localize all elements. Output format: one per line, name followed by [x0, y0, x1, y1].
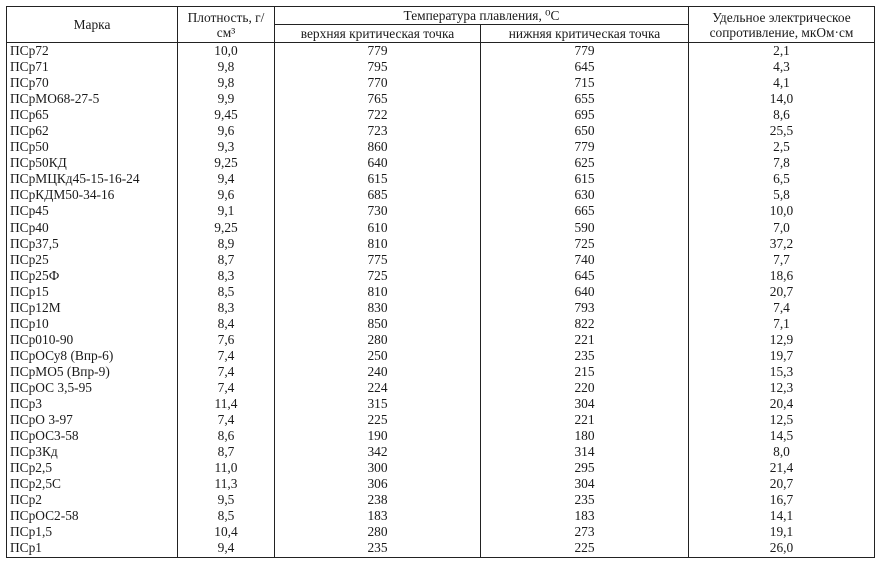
cell-lower-critical-point: 225 — [481, 540, 689, 557]
cell-upper-critical-point: 850 — [275, 316, 481, 332]
cell-upper-critical-point: 235 — [275, 540, 481, 557]
cell-resistivity: 12,5 — [689, 412, 875, 428]
cell-lower-critical-point: 822 — [481, 316, 689, 332]
cell-grade: ПСр3Кд — [7, 444, 178, 460]
table-row — [7, 187, 875, 203]
cell-grade: ПСр72 — [7, 43, 178, 60]
cell-lower-critical-point: 695 — [481, 107, 689, 123]
cell-density: 9,6 — [178, 187, 275, 203]
cell-lower-critical-point: 215 — [481, 364, 689, 380]
table-row — [7, 364, 875, 380]
cell-lower-critical-point: 180 — [481, 428, 689, 444]
cell-density: 9,45 — [178, 107, 275, 123]
cell-upper-critical-point: 615 — [275, 171, 481, 187]
cell-density: 9,6 — [178, 123, 275, 139]
cell-density: 8,3 — [178, 300, 275, 316]
table-row — [7, 123, 875, 139]
cell-resistivity: 7,1 — [689, 316, 875, 332]
cell-resistivity: 5,8 — [689, 187, 875, 203]
cell-lower-critical-point: 625 — [481, 155, 689, 171]
cell-upper-critical-point: 810 — [275, 284, 481, 300]
cell-grade: ПСр40 — [7, 220, 178, 236]
table-row — [7, 43, 875, 60]
cell-density: 8,7 — [178, 444, 275, 460]
cell-lower-critical-point: 650 — [481, 123, 689, 139]
cell-upper-critical-point: 190 — [275, 428, 481, 444]
table-row — [7, 220, 875, 236]
header-melting-temperature: Температура плавления, ⁰С — [275, 7, 689, 25]
cell-resistivity: 2,1 — [689, 43, 875, 60]
cell-grade: ПСр25 — [7, 252, 178, 268]
cell-density: 10,0 — [178, 43, 275, 60]
cell-density: 11,4 — [178, 396, 275, 412]
cell-resistivity: 14,0 — [689, 91, 875, 107]
cell-density: 9,9 — [178, 91, 275, 107]
cell-resistivity: 20,7 — [689, 476, 875, 492]
cell-grade: ПСрО 3-97 — [7, 412, 178, 428]
cell-lower-critical-point: 615 — [481, 171, 689, 187]
cell-lower-critical-point: 793 — [481, 300, 689, 316]
cell-resistivity: 12,9 — [689, 332, 875, 348]
table-row — [7, 155, 875, 171]
cell-lower-critical-point: 665 — [481, 203, 689, 219]
table-row — [7, 268, 875, 284]
cell-density: 7,6 — [178, 332, 275, 348]
cell-grade: ПСр15 — [7, 284, 178, 300]
cell-resistivity: 20,7 — [689, 284, 875, 300]
cell-lower-critical-point: 779 — [481, 139, 689, 155]
cell-resistivity: 18,6 — [689, 268, 875, 284]
cell-density: 8,4 — [178, 316, 275, 332]
cell-density: 7,4 — [178, 348, 275, 364]
cell-lower-critical-point: 640 — [481, 284, 689, 300]
cell-grade: ПСр3 — [7, 396, 178, 412]
table-row — [7, 91, 875, 107]
cell-grade: ПСр71 — [7, 59, 178, 75]
cell-resistivity: 8,0 — [689, 444, 875, 460]
cell-grade: ПСрОС2-58 — [7, 508, 178, 524]
cell-resistivity: 14,1 — [689, 508, 875, 524]
cell-grade: ПСр50 — [7, 139, 178, 155]
cell-resistivity: 10,0 — [689, 203, 875, 219]
cell-density: 8,7 — [178, 252, 275, 268]
cell-resistivity: 7,4 — [689, 300, 875, 316]
cell-lower-critical-point: 221 — [481, 412, 689, 428]
cell-resistivity: 7,7 — [689, 252, 875, 268]
cell-grade: ПСрОСу8 (Впр-6) — [7, 348, 178, 364]
cell-grade: ПСр45 — [7, 203, 178, 219]
table-row — [7, 75, 875, 91]
cell-grade: ПСр25Ф — [7, 268, 178, 284]
cell-density: 11,0 — [178, 460, 275, 476]
cell-upper-critical-point: 685 — [275, 187, 481, 203]
cell-upper-critical-point: 795 — [275, 59, 481, 75]
cell-lower-critical-point: 740 — [481, 252, 689, 268]
cell-grade: ПСр1,5 — [7, 524, 178, 540]
cell-resistivity: 15,3 — [689, 364, 875, 380]
table-row — [7, 492, 875, 508]
cell-upper-critical-point: 300 — [275, 460, 481, 476]
cell-upper-critical-point: 765 — [275, 91, 481, 107]
cell-upper-critical-point: 830 — [275, 300, 481, 316]
cell-grade: ПСрМЦКд45-15-16-24 — [7, 171, 178, 187]
cell-density: 9,25 — [178, 220, 275, 236]
cell-resistivity: 16,7 — [689, 492, 875, 508]
cell-grade: ПСрМО68-27-5 — [7, 91, 178, 107]
cell-upper-critical-point: 280 — [275, 332, 481, 348]
cell-lower-critical-point: 645 — [481, 59, 689, 75]
table-row — [7, 139, 875, 155]
cell-density: 10,4 — [178, 524, 275, 540]
cell-lower-critical-point: 183 — [481, 508, 689, 524]
cell-upper-critical-point: 723 — [275, 123, 481, 139]
cell-density: 7,4 — [178, 412, 275, 428]
header-grade: Марка — [7, 7, 178, 43]
cell-upper-critical-point: 779 — [275, 43, 481, 60]
cell-upper-critical-point: 722 — [275, 107, 481, 123]
cell-lower-critical-point: 655 — [481, 91, 689, 107]
cell-resistivity: 21,4 — [689, 460, 875, 476]
table-row — [7, 444, 875, 460]
cell-lower-critical-point: 221 — [481, 332, 689, 348]
table-row — [7, 171, 875, 187]
table-row — [7, 316, 875, 332]
cell-lower-critical-point: 630 — [481, 187, 689, 203]
cell-upper-critical-point: 250 — [275, 348, 481, 364]
table-row — [7, 460, 875, 476]
cell-lower-critical-point: 235 — [481, 492, 689, 508]
table-header — [7, 7, 875, 43]
cell-density: 9,1 — [178, 203, 275, 219]
cell-resistivity: 6,5 — [689, 171, 875, 187]
cell-resistivity: 7,0 — [689, 220, 875, 236]
cell-upper-critical-point: 730 — [275, 203, 481, 219]
cell-resistivity: 26,0 — [689, 540, 875, 557]
cell-density: 8,6 — [178, 428, 275, 444]
cell-grade: ПСр65 — [7, 107, 178, 123]
table-row — [7, 380, 875, 396]
cell-grade: ПСр70 — [7, 75, 178, 91]
table-row — [7, 396, 875, 412]
cell-grade: ПСр10 — [7, 316, 178, 332]
cell-grade: ПСрКДМ50-34-16 — [7, 187, 178, 203]
table-row — [7, 524, 875, 540]
cell-density: 9,5 — [178, 492, 275, 508]
cell-lower-critical-point: 220 — [481, 380, 689, 396]
table-row — [7, 508, 875, 524]
cell-lower-critical-point: 295 — [481, 460, 689, 476]
cell-grade: ПСр50КД — [7, 155, 178, 171]
cell-upper-critical-point: 810 — [275, 236, 481, 252]
table-row — [7, 300, 875, 316]
table-row — [7, 428, 875, 444]
cell-resistivity: 8,6 — [689, 107, 875, 123]
cell-upper-critical-point: 238 — [275, 492, 481, 508]
cell-lower-critical-point: 590 — [481, 220, 689, 236]
cell-density: 9,3 — [178, 139, 275, 155]
cell-density: 7,4 — [178, 380, 275, 396]
cell-grade: ПСрМО5 (Впр-9) — [7, 364, 178, 380]
cell-upper-critical-point: 770 — [275, 75, 481, 91]
cell-grade: ПСр12М — [7, 300, 178, 316]
cell-grade: ПСр1 — [7, 540, 178, 557]
cell-grade: ПСрОС3-58 — [7, 428, 178, 444]
cell-density: 8,9 — [178, 236, 275, 252]
cell-density: 8,3 — [178, 268, 275, 284]
cell-upper-critical-point: 240 — [275, 364, 481, 380]
cell-density: 9,8 — [178, 59, 275, 75]
header-upper-critical-point: верхняя критическая точка — [275, 25, 481, 43]
table-row — [7, 412, 875, 428]
cell-upper-critical-point: 225 — [275, 412, 481, 428]
cell-lower-critical-point: 715 — [481, 75, 689, 91]
cell-grade: ПСр62 — [7, 123, 178, 139]
cell-grade: ПСр2,5С — [7, 476, 178, 492]
cell-lower-critical-point: 314 — [481, 444, 689, 460]
table-row — [7, 59, 875, 75]
cell-upper-critical-point: 306 — [275, 476, 481, 492]
cell-grade: ПСрОС 3,5-95 — [7, 380, 178, 396]
cell-upper-critical-point: 280 — [275, 524, 481, 540]
cell-density: 8,5 — [178, 508, 275, 524]
cell-upper-critical-point: 775 — [275, 252, 481, 268]
cell-resistivity: 7,8 — [689, 155, 875, 171]
cell-upper-critical-point: 342 — [275, 444, 481, 460]
cell-grade: ПСр010-90 — [7, 332, 178, 348]
cell-resistivity: 2,5 — [689, 139, 875, 155]
cell-density: 9,4 — [178, 171, 275, 187]
header-resistivity: Удельное электрическое сопротивление, мкОм·см — [689, 7, 875, 43]
cell-resistivity: 14,5 — [689, 428, 875, 444]
cell-resistivity: 4,3 — [689, 59, 875, 75]
cell-resistivity: 37,2 — [689, 236, 875, 252]
cell-upper-critical-point: 610 — [275, 220, 481, 236]
table-row — [7, 540, 875, 557]
cell-upper-critical-point: 725 — [275, 268, 481, 284]
cell-resistivity: 12,3 — [689, 380, 875, 396]
cell-upper-critical-point: 183 — [275, 508, 481, 524]
cell-upper-critical-point: 860 — [275, 139, 481, 155]
cell-resistivity: 25,5 — [689, 123, 875, 139]
cell-lower-critical-point: 273 — [481, 524, 689, 540]
cell-grade: ПСр37,5 — [7, 236, 178, 252]
table-row — [7, 284, 875, 300]
table-row — [7, 476, 875, 492]
cell-lower-critical-point: 235 — [481, 348, 689, 364]
cell-density: 7,4 — [178, 364, 275, 380]
cell-density: 9,8 — [178, 75, 275, 91]
cell-grade: ПСр2,5 — [7, 460, 178, 476]
table-row — [7, 107, 875, 123]
cell-resistivity: 20,4 — [689, 396, 875, 412]
cell-density: 9,25 — [178, 155, 275, 171]
cell-upper-critical-point: 640 — [275, 155, 481, 171]
cell-density: 11,3 — [178, 476, 275, 492]
cell-lower-critical-point: 304 — [481, 396, 689, 412]
cell-upper-critical-point: 315 — [275, 396, 481, 412]
cell-density: 8,5 — [178, 284, 275, 300]
cell-lower-critical-point: 645 — [481, 268, 689, 284]
cell-lower-critical-point: 304 — [481, 476, 689, 492]
table-row — [7, 236, 875, 252]
cell-density: 9,4 — [178, 540, 275, 557]
cell-resistivity: 19,7 — [689, 348, 875, 364]
solder-properties-table — [6, 6, 875, 558]
cell-grade: ПСр2 — [7, 492, 178, 508]
cell-lower-critical-point: 779 — [481, 43, 689, 60]
table-row — [7, 332, 875, 348]
cell-resistivity: 19,1 — [689, 524, 875, 540]
table-body — [7, 43, 875, 558]
table-row — [7, 203, 875, 219]
cell-upper-critical-point: 224 — [275, 380, 481, 396]
table-row — [7, 252, 875, 268]
cell-lower-critical-point: 725 — [481, 236, 689, 252]
header-lower-critical-point: нижняя критическая точка — [481, 25, 689, 43]
table-row — [7, 348, 875, 364]
header-density: Плотность, г/см³ — [178, 7, 275, 43]
cell-resistivity: 4,1 — [689, 75, 875, 91]
